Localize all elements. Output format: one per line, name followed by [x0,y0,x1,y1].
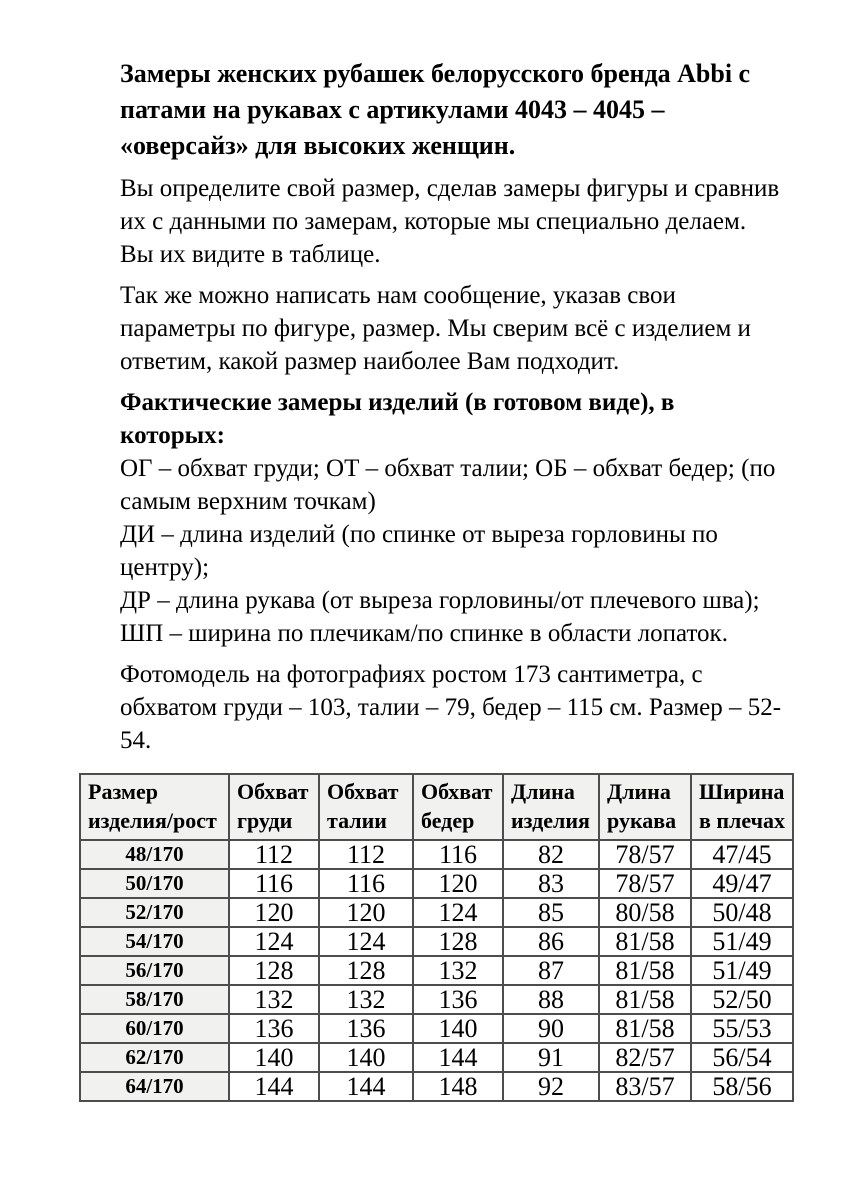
value-cell: 82 [503,840,599,869]
table-row [80,927,793,956]
value-cell: 83/57 [599,1072,691,1101]
size-cell: 58/170 [80,985,229,1014]
value-cell: 81/58 [599,927,691,956]
measurement-definition-girths: ОГ – обхват груди; ОТ – обхват талии; ОБ – обхват бедер; (по самым верхним точкам) [120,455,776,515]
paragraph-contact-offer: Так же можно написать нам сообщение, указав свои параметры по фигуре, размер. Мы сверим всё с изделием и ответим, какой размер наиболее Вам подходит. [120,282,751,375]
header-length: Длина изделия [503,774,599,840]
measurements-section [120,386,784,650]
value-cell: 85 [503,898,599,927]
value-cell: 86 [503,927,599,956]
value-cell: 51/49 [691,927,793,956]
header-size: Размер изделия/рост [80,774,229,840]
value-cell: 140 [229,1043,319,1072]
value-cell: 120 [319,898,413,927]
value-cell: 78/57 [599,869,691,898]
header-waist: Обхват талии [319,774,413,840]
value-cell: 83 [503,869,599,898]
header-chest: Обхват груди [229,774,319,840]
table-row [80,1014,793,1043]
value-cell: 81/58 [599,985,691,1014]
value-cell: 124 [413,898,503,927]
value-cell: 81/58 [599,1014,691,1043]
value-cell: 136 [229,1014,319,1043]
value-cell: 58/56 [691,1072,793,1101]
size-cell: 48/170 [80,840,229,869]
table-row [80,985,793,1014]
value-cell: 144 [229,1072,319,1101]
value-cell: 82/57 [599,1043,691,1072]
value-cell: 144 [413,1043,503,1072]
measurement-definition-shoulders: ШП – ширина по плечикам/по спинке в области лопаток. [120,620,728,647]
table-row [80,956,793,985]
value-cell: 47/45 [691,840,793,869]
size-cell: 54/170 [80,927,229,956]
value-cell: 87 [503,956,599,985]
value-cell: 120 [413,869,503,898]
value-cell: 132 [229,985,319,1014]
value-cell: 88 [503,985,599,1014]
table-row [80,840,793,869]
size-cell: 56/170 [80,956,229,985]
page-title: Замеры женских рубашек белорусского бренда Abbi с патами на рукавах с артикулами 4043 – 4045 – «оверсайз» для высоких женщин. [120,59,751,160]
value-cell: 78/57 [599,840,691,869]
table-row [80,1072,793,1101]
measurement-definition-length: ДИ – длина изделий (по спинке от выреза горловины по центру); [120,521,718,581]
value-cell: 132 [319,985,413,1014]
value-cell: 56/54 [691,1043,793,1072]
size-cell: 50/170 [80,869,229,898]
header-hips: Обхват бедер [413,774,503,840]
size-cell: 64/170 [80,1072,229,1101]
value-cell: 50/48 [691,898,793,927]
value-cell: 80/58 [599,898,691,927]
table-header-row [80,774,793,840]
table-row [80,869,793,898]
paragraph-size-intro: Вы определите свой размер, сделав замеры фигуры и сравнив их с данными по замерам, которые мы специально делаем. Вы их видите в таблице. [120,175,780,268]
header-sleeve: Длина рукава [599,774,691,840]
table-row [80,898,793,927]
value-cell: 136 [413,985,503,1014]
value-cell: 128 [319,956,413,985]
table-row [80,1043,793,1072]
value-cell: 81/58 [599,956,691,985]
value-cell: 136 [319,1014,413,1043]
size-table [79,773,794,1102]
value-cell: 140 [413,1014,503,1043]
value-cell: 91 [503,1043,599,1072]
size-cell: 62/170 [80,1043,229,1072]
value-cell: 116 [229,869,319,898]
value-cell: 148 [413,1072,503,1101]
header-shoulders: Ширина в плечах [691,774,793,840]
value-cell: 52/50 [691,985,793,1014]
value-cell: 128 [413,927,503,956]
value-cell: 55/53 [691,1014,793,1043]
value-cell: 140 [319,1043,413,1072]
value-cell: 120 [229,898,319,927]
value-cell: 49/47 [691,869,793,898]
value-cell: 90 [503,1014,599,1043]
measurement-definition-sleeve: ДР – длина рукава (от выреза горловины/от плечевого шва); [120,587,760,614]
value-cell: 124 [319,927,413,956]
measurements-heading: Фактические замеры изделий (в готовом виде), в которых: [120,389,675,449]
value-cell: 92 [503,1072,599,1101]
value-cell: 132 [413,956,503,985]
value-cell: 116 [319,869,413,898]
value-cell: 112 [229,840,319,869]
size-cell: 60/170 [80,1014,229,1043]
paragraph-model-info: Фотомодель на фотографиях ростом 173 сантиметра, с обхватом груди – 103, талии – 79, бедер – 115 см. Размер – 52-54. [120,661,782,754]
value-cell: 124 [229,927,319,956]
value-cell: 144 [319,1072,413,1101]
value-cell: 128 [229,956,319,985]
size-cell: 52/170 [80,898,229,927]
value-cell: 116 [413,840,503,869]
value-cell: 51/49 [691,956,793,985]
value-cell: 112 [319,840,413,869]
